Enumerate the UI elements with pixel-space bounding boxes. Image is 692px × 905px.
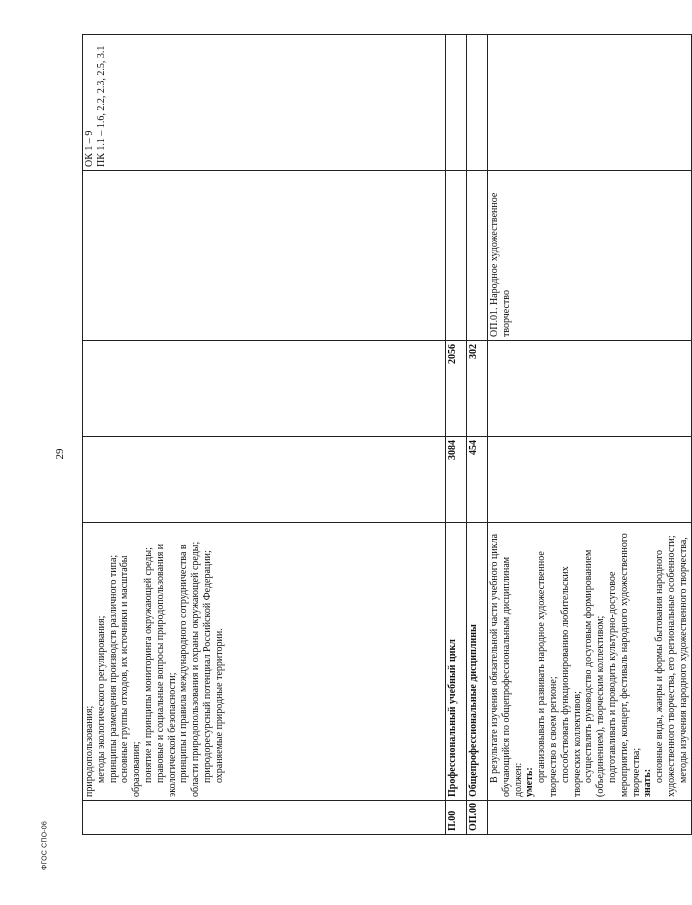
discipline-cell: ОП.01. Народное художественное творчество [488,171,692,341]
empty-cell [446,35,467,171]
umet-item: подготавливать и проводить культурно-досуговое мероприятие, концерт, фестиваль народного художественного творчества; [606,533,642,797]
empty-cell [467,171,488,341]
znat-item: основные виды, жанры и формы бытования народного художественного творчества, его региональные особенности; [654,535,677,797]
competences-cell [488,35,692,171]
desc-line: принципы и правила международного сотрудничества в области природопользования и охраны окружающей среды; [178,541,202,797]
max-hours-cell [83,437,446,523]
desc-line: понятие и принципы мониторинга окружающей среды; [142,547,154,783]
description-cell [83,523,446,801]
table-row [488,35,692,835]
znat-item: методы изучения народного художественного творчества, [677,537,689,783]
desc-line: природоресурсный потенциал Российской Федерации; [201,550,213,783]
section-code: ОП.00 [467,801,488,835]
cycle-required-hours: 2056 [446,341,467,437]
required-hours-cell [488,341,692,437]
umet-heading: уметь: [524,767,536,797]
rotated-table-wrapper [82,35,689,835]
desc-line: основные группы отходов, их источники и масштабы образования; [119,555,143,797]
description-cell [488,523,692,801]
max-hours-cell [488,437,692,523]
required-hours-cell [83,341,446,437]
page-number: 29 [54,448,66,460]
empty-cell [467,35,488,171]
desc-line: принципы размещения производств различного типа; [107,554,119,783]
curriculum-table [82,34,692,835]
desc-line: природопользования; [84,705,95,797]
cycle-code: П.00 [446,801,467,835]
empty-cell [446,171,467,341]
desc-line: правовые и социальные вопросы природопользования и экологической безопасности; [154,543,178,797]
table-row [83,35,446,835]
umet-item: осуществлять руководство досуговым формированием (объединением), творческим коллективом; [583,549,607,797]
discipline-cell [83,171,446,341]
cycle-max-hours: 3084 [446,437,467,523]
intro-text: В результате изучения обязательной части учебного цикла обучающийся по общепрофессиональным дисциплинам должен: [489,533,524,797]
umet-item: организовывать и развивать народное художественное творчество в своем регионе; [536,551,559,797]
desc-line: охраняемые природные территории. [213,628,225,783]
page-footer: ФГОС СПО-06 [41,821,49,871]
section-max-hours: 454 [467,437,488,523]
section-required-hours: 302 [467,341,488,437]
code-cell [488,801,692,835]
desc-line: методы экологического регулирования; [95,615,107,783]
znat-heading: знать: [642,768,654,797]
competences-cell: ОК 1 – 9 ПК 1.1 – 1.6, 2.2, 2.3, 2.5, 3.1 [83,35,446,171]
cycle-name: Профессиональный учебный цикл [446,523,467,801]
table-row [467,35,488,835]
table-row [446,35,467,835]
code-cell [83,801,446,835]
section-name: Общепрофессиональные дисциплины [467,523,488,801]
umet-item: способствовать функционированию любительских творческих коллективов; [559,566,583,797]
